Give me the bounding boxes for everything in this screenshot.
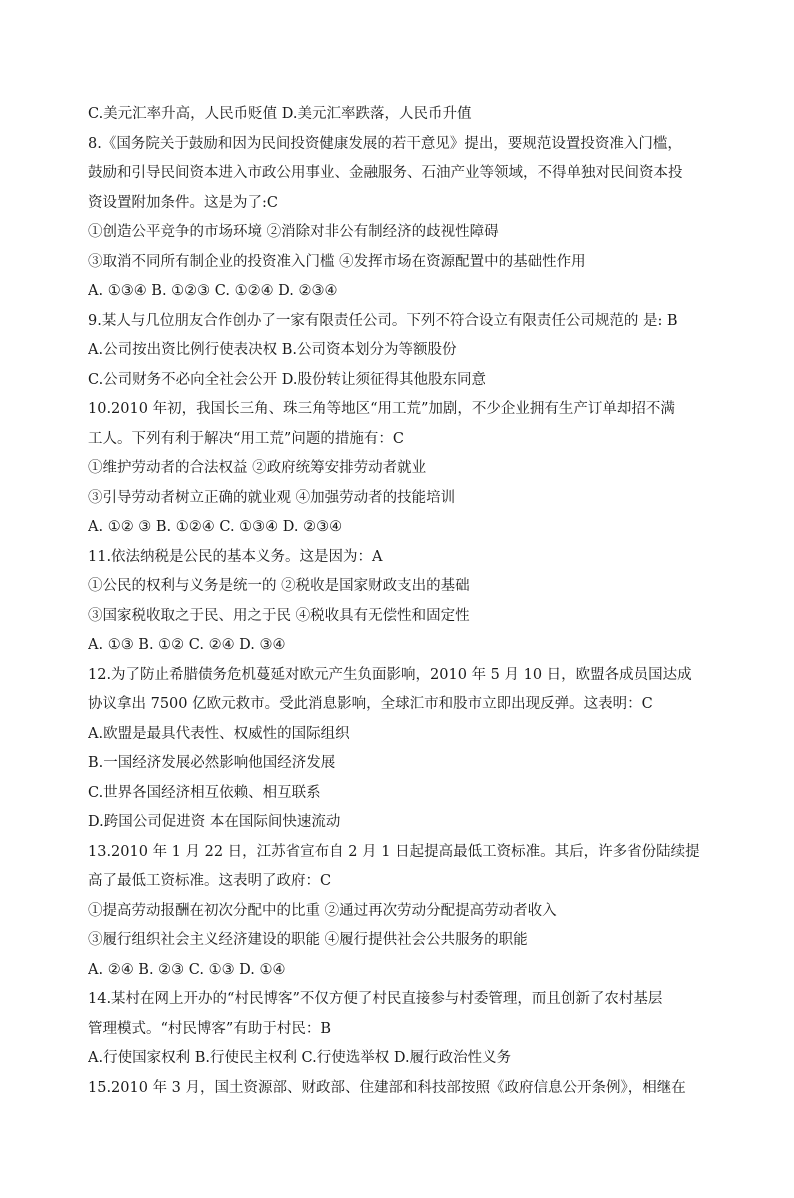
text-line: ③国家税收取之于民、用之于民 ④税收具有无偿性和固定性: [88, 607, 470, 624]
answer-options-line: A. ②④ B. ②③ C. ①③ D. ①④: [88, 961, 286, 978]
answer-options-line: A. ①② ③ B. ①②④ C. ①③④ D. ②③④: [88, 519, 343, 535]
question-15-line: 15.2010 年 3 月，国土资源部、财政部、住建部和科技部按照《政府信息公开条例》，相继在: [88, 1079, 686, 1096]
text-line: ①公民的权利与义务是统一的 ②税收是国家财政支出的基础: [88, 578, 470, 594]
text-line: ③履行组织社会主义经济建设的职能 ④履行提供社会公共服务的职能: [88, 932, 528, 948]
text-line: D.跨国公司促进资 本在国际间快速流动: [88, 814, 341, 830]
question-8-line: 8.《国务院关于鼓励和因为民间投资健康发展的若干意见》提出，要规范设置投资准入门槛，: [88, 135, 682, 152]
text-line: A.行使国家权利 B.行使民主权利 C.行使选举权 D.履行政治性义务: [88, 1050, 512, 1066]
text-line: ③取消不同所有制企业的投资准入门槛 ④发挥市场在资源配置中的基础性作用: [88, 253, 586, 270]
text-line: ①创造公平竞争的市场环境 ②消除对非公有制经济的歧视性障碍: [88, 224, 499, 240]
question-10-line: 10.2010 年初，我国长三角、珠三角等地区“用工荒”加剧，不少企业拥有生产订单却招不满: [88, 401, 675, 417]
text-line: ①维护劳动者的合法权益 ②政府统筹安排劳动者就业: [88, 460, 427, 476]
answer-options-line: A. ①③ B. ①② C. ②④ D. ③④: [88, 637, 286, 653]
text-line: C.世界各国经济相互依赖、相互联系: [88, 784, 321, 801]
text-line: 高了最低工资标准。这表明了政府：C: [88, 873, 332, 889]
question-14-line: 14.某村在网上开办的“村民博客”不仅方便了村民直接参与村委管理，而且创新了农村基层: [88, 991, 663, 1007]
text-line: B.一国经济发展必然影响他国经济发展: [88, 755, 336, 771]
text-line: 资设置附加条件。这是为了:C: [88, 194, 278, 211]
question-11-line: 11.依法纳税是公民的基本义务。这是因为：A: [88, 548, 383, 565]
question-12-line: 12.为了防止希腊债务危机蔓延对欧元产生负面影响，2010 年 5 月 10 日，欧盟各成员国达成: [88, 666, 692, 683]
text-line: A.欧盟是最具代表性、权威性的国际组织: [88, 725, 350, 742]
text-line: 协议拿出 7500 亿欧元救市。受此消息影响，全球汇市和股市立即出现反弹。这表明：C: [88, 696, 653, 712]
answer-options-line: A. ①③④ B. ①②③ C. ①②④ D. ②③④: [88, 283, 338, 299]
text-line: 鼓励和引导民间资本进入市政公用事业、金融服务、石油产业等领域，不得单独对民间资本投: [88, 165, 683, 181]
text-line: C.公司财务不必向全社会公开 D.股份转让须征得其他股东同意: [88, 371, 487, 388]
text-line: A.公司按出资比例行使表决权 B.公司资本划分为等额股份: [88, 342, 457, 358]
text-line: 工人。下列有利于解决“用工荒”问题的措施有：C: [88, 430, 404, 447]
question-9-line: 9.某人与几位朋友合作创办了一家有限责任公司。下列不符合设立有限责任公司规范的 是: B: [88, 312, 678, 329]
text-line: ③引导劳动者树立正确的就业观 ④加强劳动者的技能培训: [88, 489, 456, 506]
document-body: [88, 100, 718, 1103]
text-line: C.美元汇率升高，人民币贬值 D.美元汇率跌落，人民币升值: [88, 106, 472, 122]
text-line: 管理模式。“村民博客”有助于村民：B: [88, 1020, 331, 1037]
question-13-line: 13.2010 年 1 月 22 日，江苏省宣布自 2 月 1 日起提高最低工资标准。其后，许多省份陆续提: [88, 843, 700, 860]
text-line: ①提高劳动报酬在初次分配中的比重 ②通过再次劳动分配提高劳动者收入: [88, 902, 557, 919]
